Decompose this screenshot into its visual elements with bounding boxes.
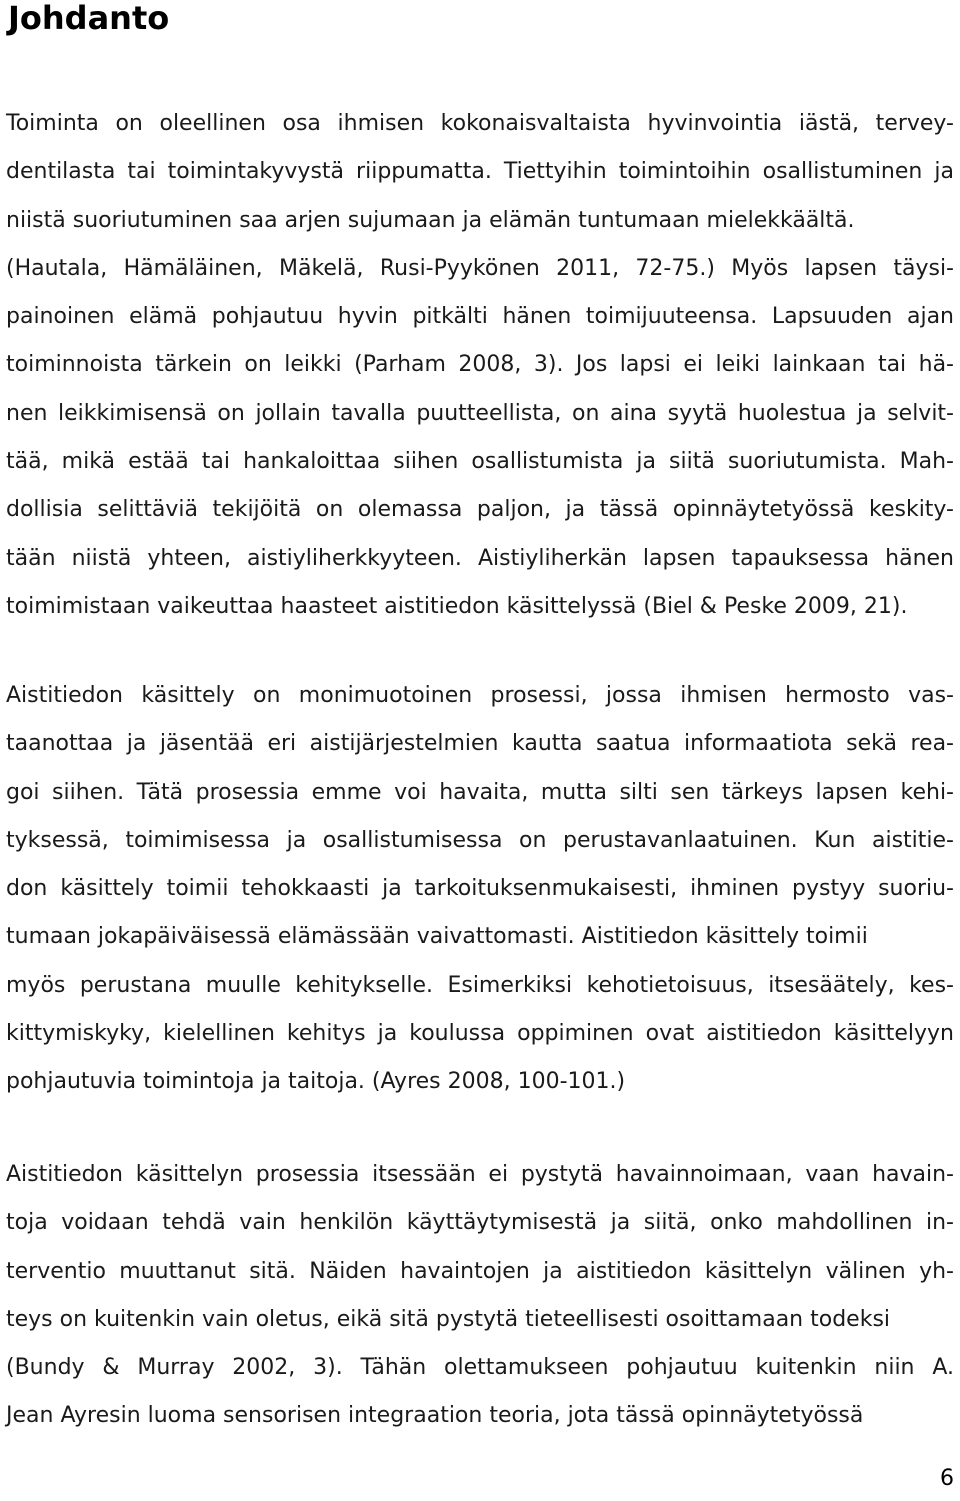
text-line: teys on kuitenkin vain oletus, eikä sitä pystytä tieteellisesti osoittamaan todeksi (6, 1306, 891, 1332)
paragraph-2 (6, 672, 954, 1107)
text-line: dentilasta tai toimintakyvystä riippumatta. Tiettyihin toimintoihin osallistuminen ja (6, 159, 954, 185)
text-line: dollisia selittäviä tekijöitä on olemassa paljon, ja tässä opinnäytetyössä keskity- (6, 497, 954, 523)
text-line: tää, mikä estää tai hankaloittaa siihen osallistumista ja siitä suoriutumista. Mah- (6, 449, 954, 475)
paragraph-3 (6, 1151, 954, 1441)
text-line: taanottaa ja jäsentää eri aistijärjestelmien kautta saatua informaatiota sekä rea- (6, 731, 954, 757)
text-line: toja voidaan tehdä vain henkilön käyttäytymisestä ja siitä, onko mahdollinen in- (6, 1210, 954, 1236)
text-line: (Bundy & Murray 2002, 3). Tähän olettamukseen pohjautuu kuitenkin niin A. (6, 1355, 954, 1381)
text-line: don käsittely toimii tehokkaasti ja tarkoituksenmukaisesti, ihminen pystyy suoriu- (6, 876, 954, 902)
text-line: nen leikkimisensä on jollain tavalla puutteellista, on aina syytä huolestua ja selvit- (6, 400, 954, 426)
text-line: (Hautala, Hämäläinen, Mäkelä, Rusi-Pyykönen 2011, 72-75.) Myös lapsen täysi- (6, 255, 954, 281)
text-line: pohjautuvia toimintoja ja taitoja. (Ayres 2008, 100-101.) (6, 1069, 626, 1095)
text-line: tyksessä, toimimisessa ja osallistumisessa on perustavanlaatuinen. Kun aistitie- (6, 827, 954, 853)
text-line: painoinen elämä pohjautuu hyvin pitkälti hänen toimijuuteensa. Lapsuuden ajan (6, 304, 954, 330)
text-line: terventio muuttanut sitä. Näiden havaintojen ja aistitiedon käsittelyn välinen yh- (6, 1258, 954, 1284)
page-number: 6 (940, 1466, 954, 1491)
text-line: Jean Ayresin luoma sensorisen integraation teoria, jota tässä opinnäytetyössä (6, 1403, 864, 1429)
text-line: Aistitiedon käsittelyn prosessia itsessään ei pystytä havainnoimaan, vaan havain- (6, 1162, 954, 1187)
text-line: tään niistä yhteen, aistiyliherkkyyteen. Aistiyliherkän lapsen tapauksessa hänen (6, 545, 954, 571)
chapter-heading: Johdanto (8, 0, 170, 37)
text-line: Aistitiedon käsittely on monimuotoinen prosessi, jossa ihmisen hermosto vas- (6, 683, 954, 708)
text-line: toimimistaan vaikeuttaa haasteet aistitiedon käsittelyssä (Biel & Peske 2009, 21). (6, 593, 908, 619)
text-line: niistä suoriutuminen saa arjen sujumaan ja elämän tuntumaan mielekkäältä. (6, 207, 855, 233)
paragraph-1 (6, 100, 954, 631)
text-line: goi siihen. Tätä prosessia emme voi havaita, mutta silti sen tärkeys lapsen kehi- (6, 779, 954, 805)
text-line: myös perustana muulle kehitykselle. Esimerkiksi kehotietoisuus, itsesäätely, kes- (6, 972, 954, 998)
text-line: kittymiskyky, kielellinen kehitys ja koulussa oppiminen ovat aistitiedon käsittelyyn (6, 1021, 954, 1047)
text-line: tumaan jokapäiväisessä elämässään vaivattomasti. Aistitiedon käsittely toimii (6, 924, 868, 950)
text-line: toiminnoista tärkein on leikki (Parham 2008, 3). Jos lapsi ei leiki lainkaan tai hä- (6, 352, 954, 378)
text-line: Toiminta on oleellinen osa ihmisen kokonaisvaltaista hyvinvointia iästä, tervey- (6, 111, 954, 136)
